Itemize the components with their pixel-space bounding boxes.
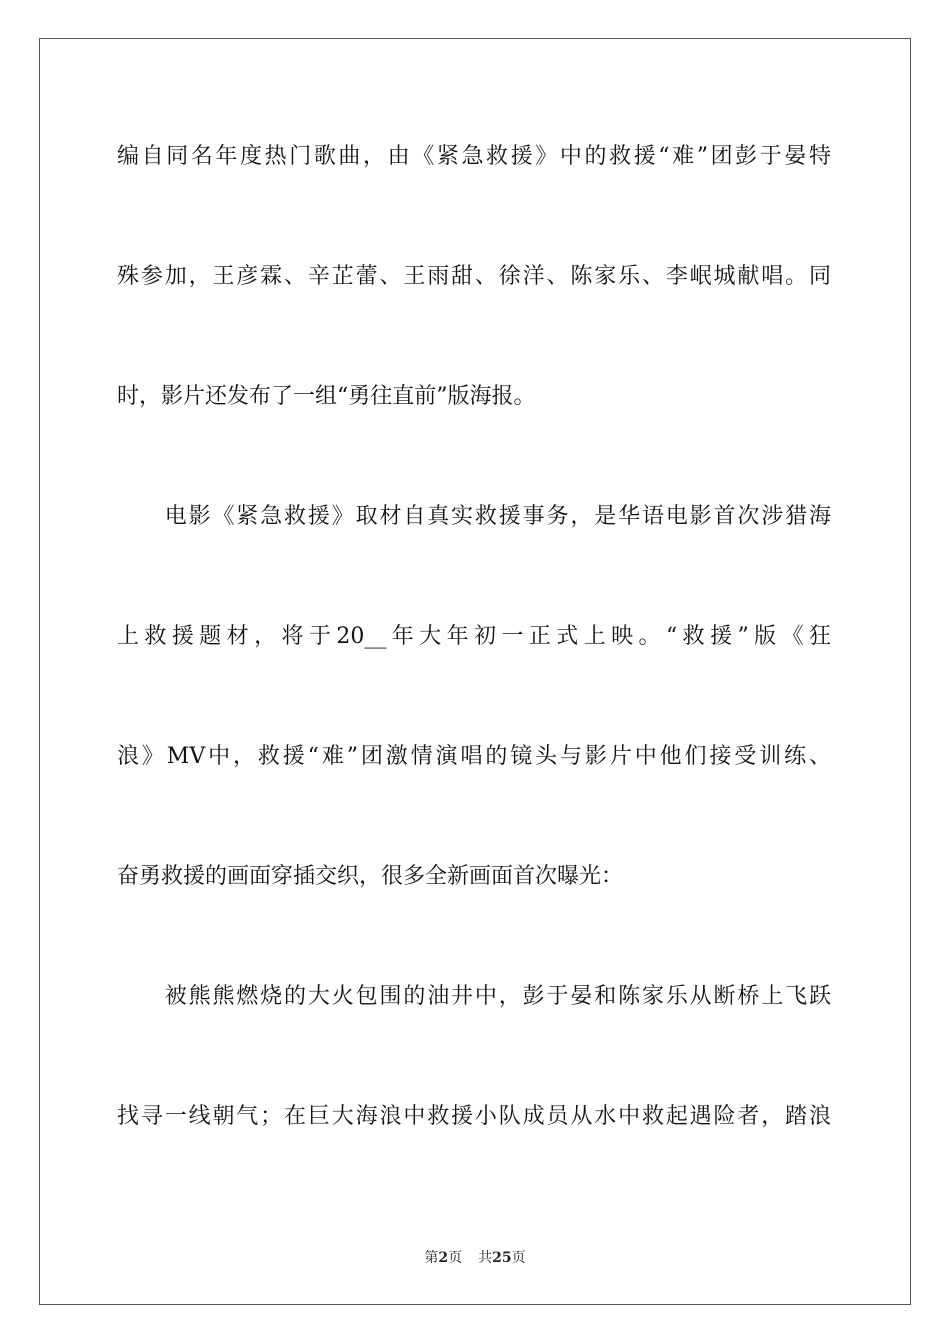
page-footer xyxy=(0,1248,950,1268)
paragraph-line: 奋勇救援的画面穿插交织，很多全新画面首次曝光： xyxy=(117,864,624,889)
footer-total-suffix: 页 xyxy=(511,1250,526,1266)
footer-prefix: 第 xyxy=(424,1250,439,1266)
footer-total-prefix: 共 xyxy=(478,1250,493,1266)
paragraph-line: 电影《紧急救援》取材自真实救援事务，是华语电影首次涉猎海 xyxy=(117,504,831,529)
footer-page-suffix: 页 xyxy=(448,1250,463,1266)
paragraph-line: 编自同名年度热门歌曲，由《紧急救援》中的救援“难”团彭于晏特 xyxy=(117,144,831,169)
paragraph-line: 浪》MV中，救援“难”团激情演唱的镜头与影片中他们接受训练、 xyxy=(117,744,831,769)
paragraph-line: 被熊熊燃烧的大火包围的油井中，彭于晏和陈家乐从断桥上飞跃 xyxy=(117,984,831,1009)
current-page-number: 2 xyxy=(438,1250,449,1266)
paragraph-line: 上救援题材，将于20__年大年初一正式上映。“救援”版《狂 xyxy=(117,624,831,649)
total-page-count: 25 xyxy=(492,1250,512,1266)
paragraph-line: 殊参加，王彦霖、辛芷蕾、王雨甜、徐洋、陈家乐、李岷城献唱。同 xyxy=(117,264,831,289)
paragraph-line: 找寻一线朝气；在巨大海浪中救援小队成员从水中救起遇险者，踏浪 xyxy=(117,1104,831,1129)
paragraph-line: 时，影片还发布了一组“勇往直前”版海报。 xyxy=(117,384,536,409)
